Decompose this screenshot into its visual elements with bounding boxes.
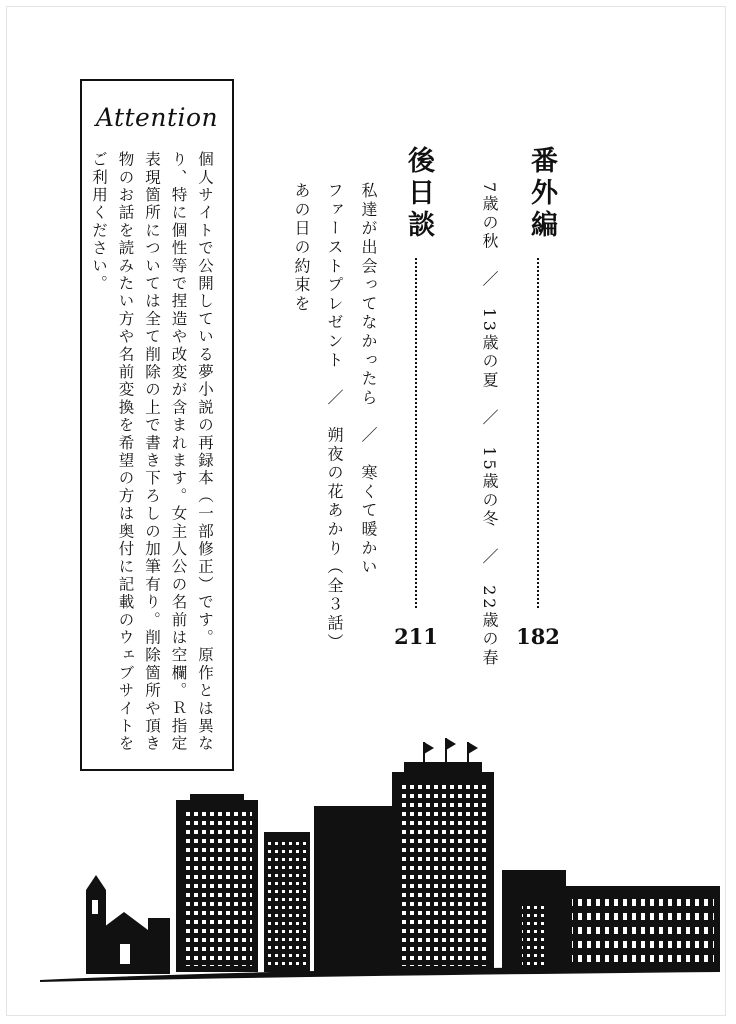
attention-text: 個人サイトで公開している夢小説の再録本（一部修正）です。原作とは異なり、特に個性等で捏造や改変が含まれます。女主人公の名前は空欄。Ｒ指定表現箇所については全て削除の上で書き下ろしの加筆有り。削除箇所や頂き物のお話を読みたい方や名前変換を希望の方は奥付に記載のウェブサイトをご利用ください。 [90, 151, 214, 753]
gojitsu-entry-3: あの日の約束を [292, 182, 311, 314]
office-tower-left [176, 794, 258, 972]
dark-office-block [314, 806, 394, 972]
central-tower-with-flags [392, 738, 494, 972]
right-low-buildings [502, 870, 720, 972]
gojitsu-entry-1: 私達が出会ってなかったら ／ 寒くて暖かい [359, 182, 378, 577]
gojitsu-heading: 後日談 [403, 146, 434, 242]
gojitsu-page-number: 211 [394, 624, 438, 649]
bangai-entries: 7歳の秋 ／ 13歳の夏 ／ 15歳の冬 ／ 22歳の春 [480, 182, 499, 668]
narrow-building [264, 832, 310, 972]
gojitsu-entry-2: ファーストプレゼント ／ 朔夜の花あかり（全３話） [325, 182, 344, 652]
church-building [86, 875, 170, 974]
bangai-page-number: 182 [516, 624, 560, 649]
bangai-heading: 番外編 [526, 146, 557, 242]
attention-title: Attention [95, 103, 219, 132]
